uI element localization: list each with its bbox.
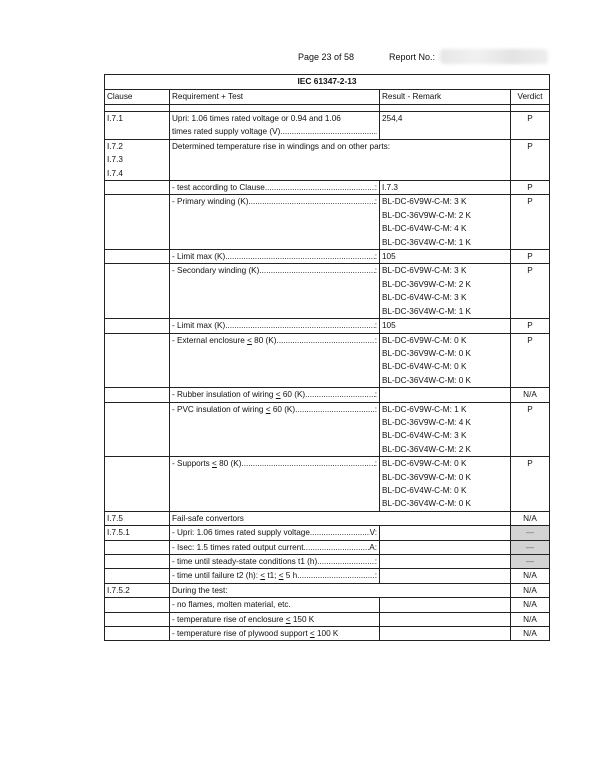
requirement-cell: Fail-safe convertors bbox=[170, 511, 511, 525]
verdict-cell: — bbox=[511, 526, 550, 540]
result-cell: BL-DC-6V9W-C-M: 0 K BL-DC-36V9W-C-M: 0 K BL-DC-6V4W-C-M: 0 K BL-DC-36V4W-C-M: 0 K bbox=[380, 333, 511, 388]
verdict-cell: P bbox=[511, 112, 550, 140]
requirement-cell: - Isec: 1.5 times rated output current ..... A: bbox=[170, 540, 380, 554]
verdict-cell: N/A bbox=[511, 388, 550, 402]
standard-title-row bbox=[105, 75, 550, 90]
result-cell bbox=[380, 388, 511, 402]
clause-cell: I.7.1 bbox=[105, 112, 170, 140]
requirement-cell: - Primary winding (K) ..... : bbox=[170, 195, 380, 250]
clause-cell: I.7.2 I.7.3 I.7.4 bbox=[105, 139, 170, 180]
clause-cell bbox=[105, 569, 170, 583]
verdict-cell: N/A bbox=[511, 569, 550, 583]
verdict-cell: N/A bbox=[511, 612, 550, 626]
result-cell bbox=[380, 540, 511, 554]
requirement-cell: - Limit max (K) ..... : bbox=[170, 250, 380, 264]
result-cell: 105 bbox=[380, 319, 511, 333]
result-cell: BL-DC-6V9W-C-M: 1 K BL-DC-36V9W-C-M: 4 K BL-DC-6V4W-C-M: 3 K BL-DC-36V4W-C-M: 2 K bbox=[380, 402, 511, 457]
table-row bbox=[105, 511, 550, 525]
clause-cell bbox=[105, 181, 170, 195]
redacted-report-number bbox=[440, 49, 548, 64]
table-row bbox=[105, 627, 550, 641]
table-row bbox=[105, 388, 550, 402]
clause-cell bbox=[105, 195, 170, 250]
table-row bbox=[105, 540, 550, 554]
clause-cell bbox=[105, 555, 170, 569]
clause-cell: I.7.5.1 bbox=[105, 526, 170, 540]
verdict-cell: P bbox=[511, 457, 550, 512]
requirement-cell: - time until steady-state conditions t1 (h) ..... : bbox=[170, 555, 380, 569]
col-verdict-header: Verdict bbox=[511, 90, 550, 105]
requirement-cell: - Supports < 80 (K) ..... : bbox=[170, 457, 380, 512]
clause-cell: I.7.5.2 bbox=[105, 583, 170, 597]
clause-cell bbox=[105, 612, 170, 626]
result-cell bbox=[380, 598, 511, 612]
page-header bbox=[0, 52, 600, 66]
table-row bbox=[105, 139, 550, 180]
table-row bbox=[105, 569, 550, 583]
table-row bbox=[105, 457, 550, 512]
table-row bbox=[105, 402, 550, 457]
verdict-cell: P bbox=[511, 264, 550, 319]
requirement-cell: - no flames, molten material, etc. bbox=[170, 598, 380, 612]
clause-cell bbox=[105, 402, 170, 457]
verdict-cell: P bbox=[511, 250, 550, 264]
clause-cell bbox=[105, 540, 170, 554]
spacer-row bbox=[105, 105, 550, 112]
result-cell: BL-DC-6V9W-C-M: 0 K BL-DC-36V9W-C-M: 0 K BL-DC-6V4W-C-M: 0 K BL-DC-36V4W-C-M: 0 K bbox=[380, 457, 511, 512]
table-row bbox=[105, 319, 550, 333]
table-row bbox=[105, 526, 550, 540]
requirement-text: Upri: 1.06 times rated voltage or 0.94 and 1.06 bbox=[172, 114, 341, 123]
result-cell bbox=[380, 627, 511, 641]
table-row bbox=[105, 598, 550, 612]
report-number-label: Report No.: bbox=[389, 52, 436, 62]
col-clause-header: Clause bbox=[105, 90, 170, 105]
result-cell: BL-DC-6V9W-C-M: 3 K BL-DC-36V9W-C-M: 2 K BL-DC-6V4W-C-M: 3 K BL-DC-36V4W-C-M: 1 K bbox=[380, 264, 511, 319]
table-row bbox=[105, 264, 550, 319]
result-cell: 105 bbox=[380, 250, 511, 264]
requirement-cell: - External enclosure < 80 (K) ..... : bbox=[170, 333, 380, 388]
clause-cell bbox=[105, 333, 170, 388]
clause-cell bbox=[105, 388, 170, 402]
verdict-cell: P bbox=[511, 195, 550, 250]
requirement-cell: - Secondary winding (K) ..... : bbox=[170, 264, 380, 319]
table-row bbox=[105, 333, 550, 388]
requirement-cell: - time until failure t2 (h): < t1; < 5 h ..... : bbox=[170, 569, 380, 583]
clause-cell: I.7.5 bbox=[105, 511, 170, 525]
clause-cell bbox=[105, 627, 170, 641]
result-cell bbox=[380, 555, 511, 569]
col-result-header: Result - Remark bbox=[380, 90, 511, 105]
verdict-cell: P bbox=[511, 319, 550, 333]
table-row bbox=[105, 250, 550, 264]
verdict-cell: P bbox=[511, 181, 550, 195]
verdict-cell: N/A bbox=[511, 511, 550, 525]
result-cell: BL-DC-6V9W-C-M: 3 K BL-DC-36V9W-C-M: 2 K BL-DC-6V4W-C-M: 4 K BL-DC-36V4W-C-M: 1 K bbox=[380, 195, 511, 250]
table-row bbox=[105, 612, 550, 626]
clause-cell bbox=[105, 598, 170, 612]
requirement-cell: During the test: bbox=[170, 583, 511, 597]
verdict-cell: N/A bbox=[511, 627, 550, 641]
verdict-cell: N/A bbox=[511, 583, 550, 597]
requirement-cell: Determined temperature rise in windings and on other parts: bbox=[170, 139, 511, 180]
clause-cell bbox=[105, 319, 170, 333]
verdict-cell: P bbox=[511, 139, 550, 180]
verdict-cell: — bbox=[511, 555, 550, 569]
requirement-cell: - PVC insulation of wiring < 60 (K) ..... : bbox=[170, 402, 380, 457]
table-row bbox=[105, 555, 550, 569]
col-requirement-header: Requirement + Test bbox=[170, 90, 380, 105]
standard-title: IEC 61347-2-13 bbox=[105, 75, 550, 90]
test-report-table bbox=[104, 74, 550, 641]
page-number: Page 23 of 58 bbox=[298, 52, 355, 62]
table-row bbox=[105, 112, 550, 140]
requirement-cell: - temperature rise of plywood support < 100 K bbox=[170, 627, 380, 641]
requirement-cell: - test according to Clause ..... : bbox=[170, 181, 380, 195]
clause-cell bbox=[105, 457, 170, 512]
verdict-cell: P bbox=[511, 402, 550, 457]
requirement-cell: - Upri: 1.06 times rated supply voltage ..... V: bbox=[170, 526, 380, 540]
requirement-cell bbox=[170, 112, 380, 140]
requirement-cell: - Limit max (K) ..... : bbox=[170, 319, 380, 333]
result-cell: I.7.3 bbox=[380, 181, 511, 195]
clause-cell bbox=[105, 264, 170, 319]
verdict-cell: N/A bbox=[511, 598, 550, 612]
table-row bbox=[105, 583, 550, 597]
result-cell bbox=[380, 569, 511, 583]
clause-cell bbox=[105, 250, 170, 264]
requirement-cell: - Rubber insulation of wiring < 60 (K) ..... : bbox=[170, 388, 380, 402]
column-header-row bbox=[105, 90, 550, 105]
result-cell bbox=[380, 526, 511, 540]
table-row bbox=[105, 181, 550, 195]
result-cell: 254,4 bbox=[380, 112, 511, 140]
table-row bbox=[105, 195, 550, 250]
requirement-cell: - temperature rise of enclosure < 150 K bbox=[170, 612, 380, 626]
verdict-cell: — bbox=[511, 540, 550, 554]
verdict-cell: P bbox=[511, 333, 550, 388]
result-cell bbox=[380, 612, 511, 626]
requirement-text: times rated supply voltage (V) bbox=[172, 127, 281, 137]
